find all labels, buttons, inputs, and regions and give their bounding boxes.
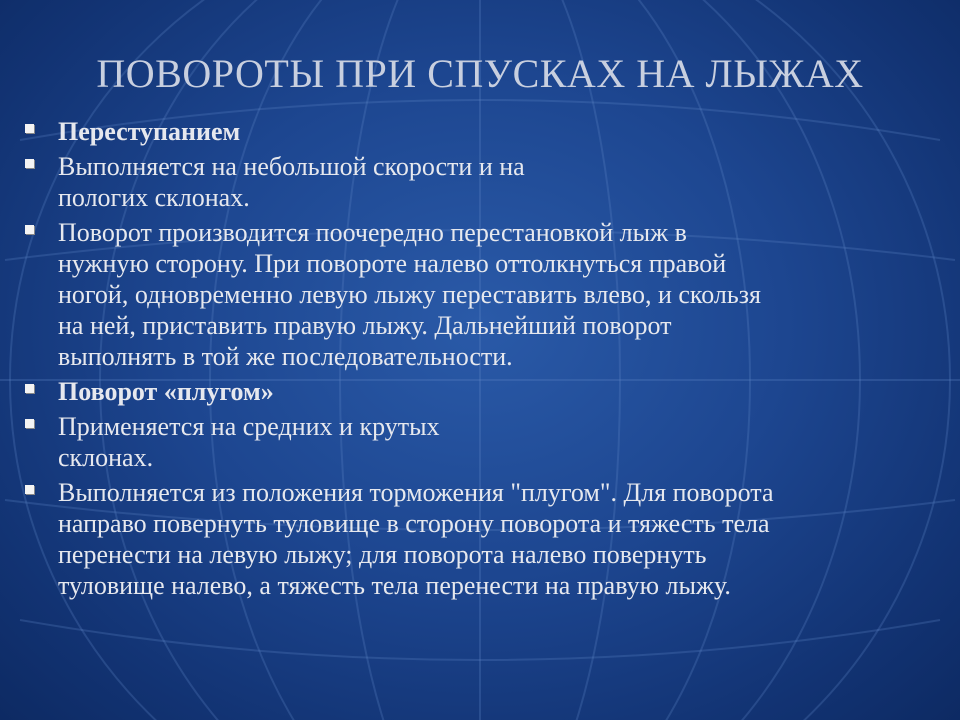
bullet-item	[22, 477, 947, 601]
bullet-text: Выполняется из положения торможения "плугом". Для поворота направо повернуть туловище в сторону поворота и тяжесть тела перенести на левую лыжу; для поворота налево повернуть туловище налево, а тяжесть тела перенести на правую лыжу.	[58, 478, 774, 600]
bullet-text: Выполняется на небольшой скорости и на пологих склонах.	[58, 152, 525, 212]
bullet-list	[22, 116, 947, 605]
square-bullet-icon	[25, 225, 34, 234]
square-bullet-icon	[25, 384, 34, 393]
bullet-item	[22, 376, 947, 407]
bullet-text: Применяется на средних и крутых склонах.	[58, 412, 440, 472]
slide-title: ПОВОРОТЫ ПРИ СПУСКАХ НА ЛЫЖАХ	[96, 51, 864, 96]
square-bullet-icon	[25, 419, 34, 428]
square-bullet-icon	[25, 124, 34, 133]
bullet-text: Поворот «плугом»	[58, 377, 274, 406]
bullet-text: Переступанием	[58, 117, 241, 146]
square-bullet-icon	[25, 485, 34, 494]
bullet-item	[22, 116, 947, 147]
bullet-item	[22, 151, 947, 213]
bullet-item	[22, 411, 947, 473]
bullet-text: Поворот производится поочередно перестановкой лыж в нужную сторону. При повороте налево оттолкнуться правой ногой, одновременно левую лыжу переставить влево, и скользя на ней, приставить правую лыжу. Дальнейший поворот выполнять в той же последовательности.	[58, 218, 761, 371]
bullet-item	[22, 217, 947, 372]
square-bullet-icon	[25, 159, 34, 168]
